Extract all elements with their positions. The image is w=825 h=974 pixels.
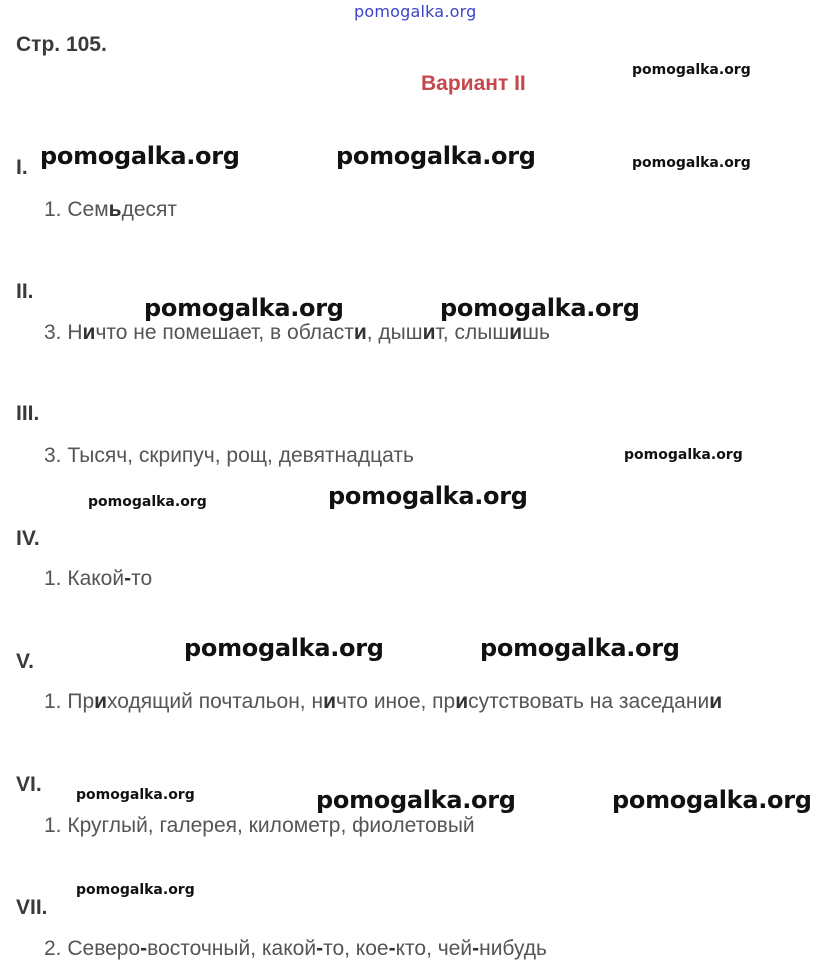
watermark: pomogalka.org — [76, 787, 195, 803]
watermark: pomogalka.org — [88, 494, 207, 510]
page-number-title: Стр. 105. — [16, 33, 107, 56]
watermark: pomogalka.org — [76, 882, 195, 898]
watermark: pomogalka.org — [440, 294, 640, 322]
section-number-2: II. — [16, 280, 34, 303]
section-answer-1: 1. Семьдесят — [44, 198, 177, 221]
watermark: pomogalka.org — [612, 786, 812, 814]
watermark: pomogalka.org — [480, 634, 680, 662]
section-answer-6: 1. Круглый, галерея, километр, фиолетовый — [44, 814, 475, 837]
watermark: pomogalka.org — [632, 62, 751, 78]
watermark: pomogalka.org — [632, 155, 751, 171]
watermark: pomogalka.org — [40, 142, 240, 170]
watermark: pomogalka.org — [624, 447, 743, 463]
section-answer-3: 3. Тысяч, скрипуч, рощ, девятнадцать — [44, 444, 414, 467]
watermark: pomogalka.org — [328, 482, 528, 510]
section-number-6: VI. — [16, 773, 42, 796]
watermark: pomogalka.org — [184, 634, 384, 662]
section-answer-5: 1. Приходящий почтальон, ничто иное, присутствовать на заседании — [44, 690, 723, 713]
section-answer-4: 1. Какой-то — [44, 567, 153, 590]
section-number-4: IV. — [16, 527, 40, 550]
section-number-7: VII. — [16, 896, 48, 919]
section-number-5: V. — [16, 650, 34, 673]
section-number-1: I. — [16, 156, 28, 179]
section-answer-7: 2. Северо-восточный, какой-то, кое-кто, чей-нибудь — [44, 937, 547, 960]
variant-title: Вариант II — [421, 72, 526, 95]
watermark: pomogalka.org — [316, 786, 516, 814]
site-watermark-top: pomogalka.org — [354, 2, 477, 21]
watermark: pomogalka.org — [144, 294, 344, 322]
watermark: pomogalka.org — [336, 142, 536, 170]
section-answer-2: 3. Ничто не помешает, в области, дышит, слышишь — [44, 321, 550, 344]
section-number-3: III. — [16, 402, 40, 425]
